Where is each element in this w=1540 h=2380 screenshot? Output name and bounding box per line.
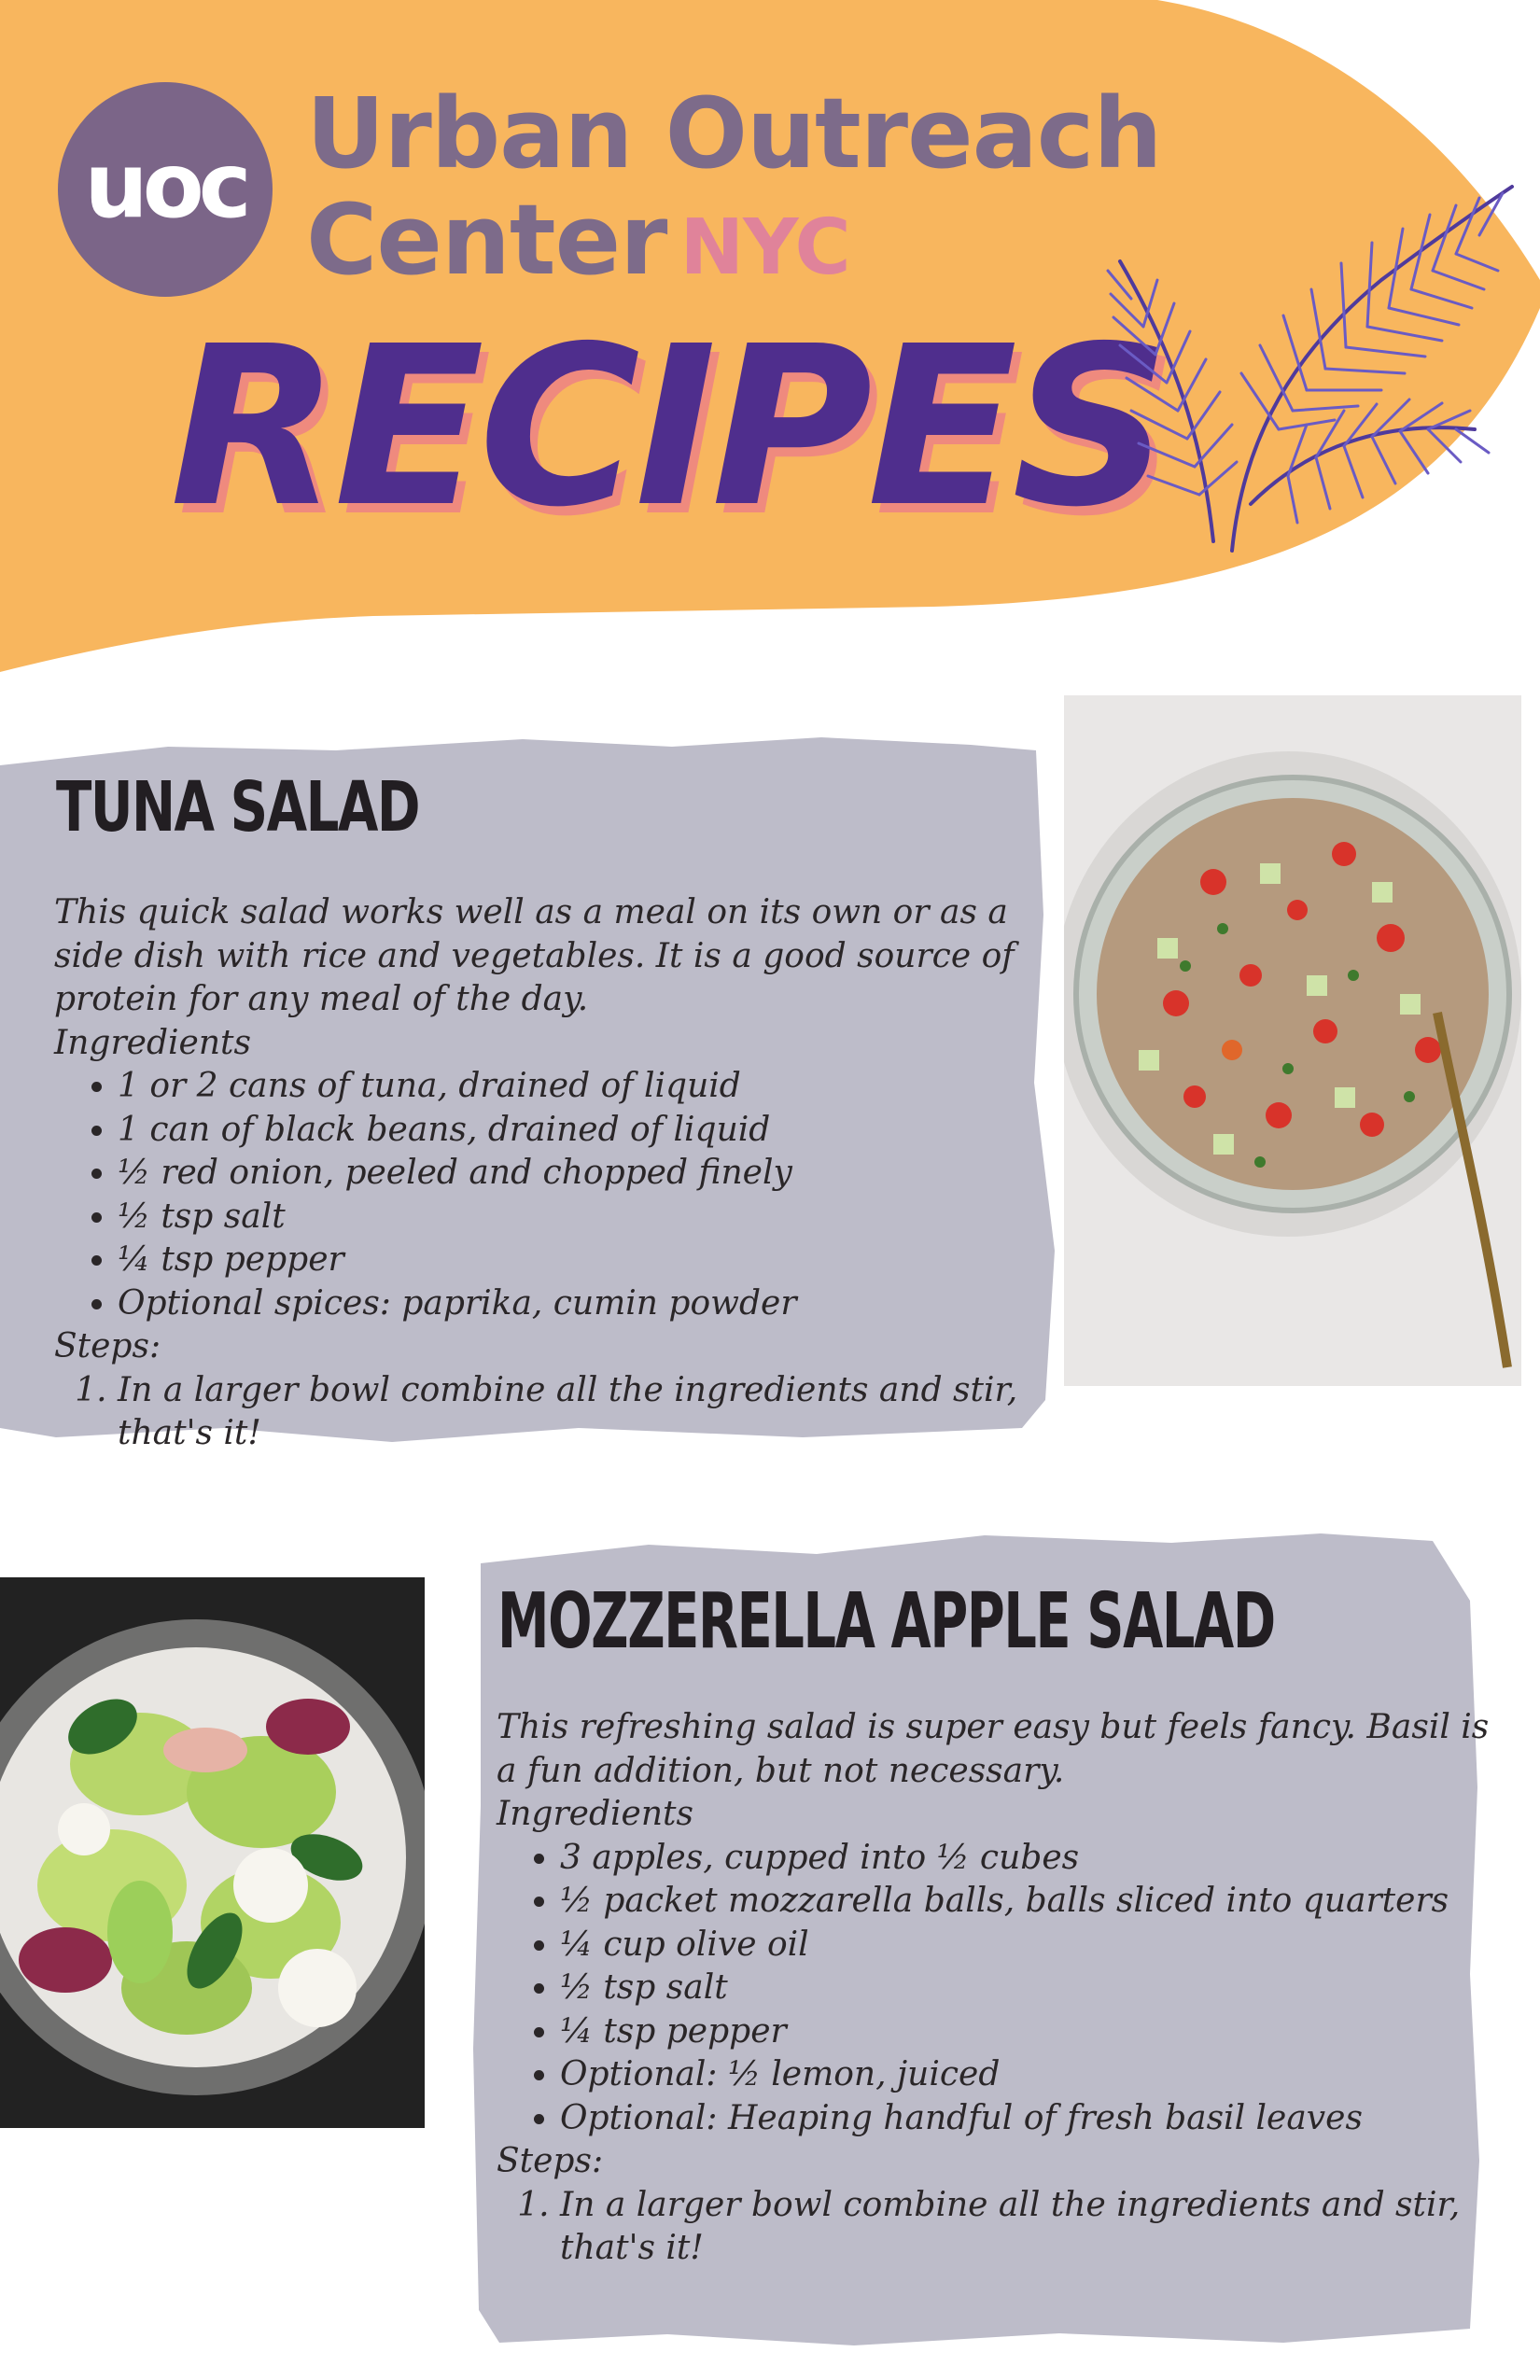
ingredients-label: Ingredients [54, 1023, 251, 1062]
list-item: • Optional: ½ lemon, juiced [560, 2053, 1514, 2097]
list-item: • Optional: Heaping handful of fresh basil leaves [560, 2097, 1514, 2141]
list-item: 1. In a larger bowl combine all the ingredients and stir, that's it! [560, 2184, 1514, 2271]
list-item: • ½ packet mozzarella balls, balls sliced into quarters [560, 1880, 1514, 1924]
recipe-body [54, 891, 1043, 1456]
list-item: • ½ red onion, peeled and chopped finely [118, 1152, 1043, 1196]
steps-list [497, 2184, 1514, 2271]
banner-title: RECIPES [170, 299, 1166, 555]
brand-name-center: Center [306, 183, 667, 297]
list-item: • 1 can of black beans, drained of liquid [118, 1109, 1043, 1153]
brand-city: NYC [679, 203, 850, 292]
list-item: • ¼ cup olive oil [560, 1924, 1514, 1967]
list-item: • ½ tsp salt [560, 1967, 1514, 2010]
recipe-title: MOZZERELLA APPLE SALAD [497, 1577, 1275, 1666]
logo-text: uoc [84, 133, 246, 238]
ingredients-list [54, 1065, 1043, 1325]
logo [58, 82, 273, 297]
list-item: 1. In a larger bowl combine all the ingredients and stir, that's it! [118, 1369, 1043, 1456]
tuna-salad-photo [1064, 695, 1521, 1386]
steps-label: Steps: [54, 1327, 161, 1365]
recipe-description: This quick salad works well as a meal on its own or as a side dish with rice and vegetables. It is a good source of protein for any meal of the day. [54, 893, 1015, 1018]
steps-list [54, 1369, 1043, 1456]
palm-leaf-icon [1101, 149, 1531, 569]
list-item: • ¼ tsp pepper [560, 2010, 1514, 2054]
ingredients-list [497, 1837, 1514, 2141]
list-item: • 1 or 2 cans of tuna, drained of liquid [118, 1065, 1043, 1109]
recipe-body [497, 1706, 1514, 2271]
recipe-title: TUNA SALAD [56, 767, 420, 847]
steps-label: Steps: [497, 2142, 604, 2180]
ingredients-label: Ingredients [497, 1795, 693, 1833]
brand-name-line1: Urban Outreach [306, 77, 1162, 190]
mozzarella-salad-photo [0, 1577, 425, 2128]
list-item: • Optional spices: paprika, cumin powder [118, 1282, 1043, 1326]
list-item: • 3 apples, cupped into ½ cubes [560, 1837, 1514, 1881]
recipe-description: This refreshing salad is super easy but feels fancy. Basil is a fun addition, but not necessary. [497, 1708, 1490, 1790]
list-item: • ¼ tsp pepper [118, 1239, 1043, 1282]
list-item: • ½ tsp salt [118, 1196, 1043, 1239]
brand-name-line2 [306, 183, 850, 297]
